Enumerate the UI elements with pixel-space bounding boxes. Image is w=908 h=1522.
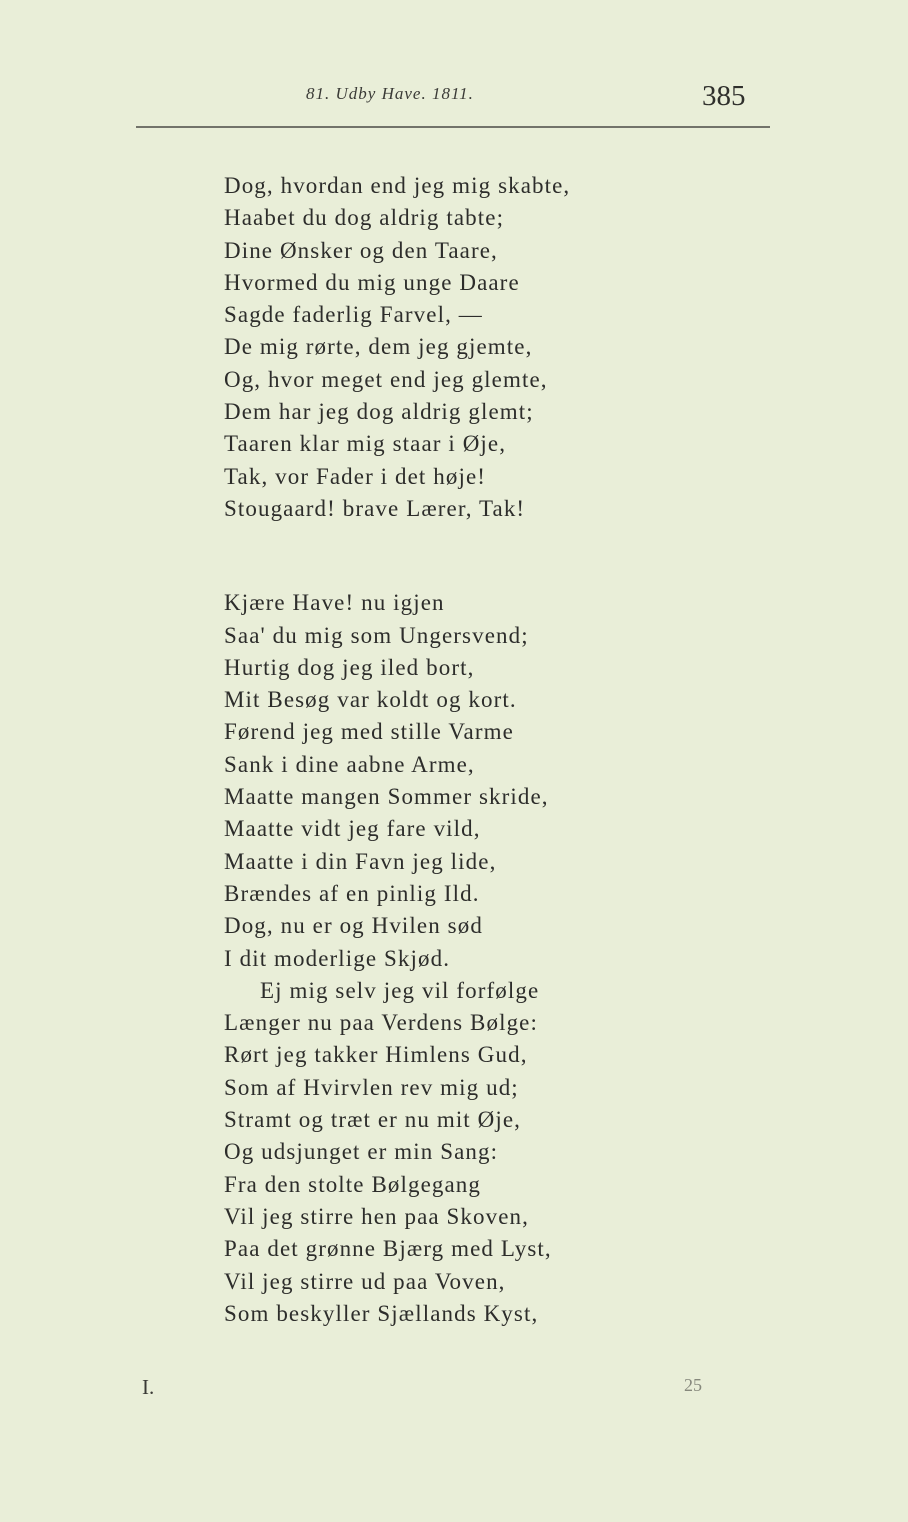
poem-line: Saa' du mig som Ungersvend;	[224, 622, 529, 648]
poem-line: Som beskyller Sjællands Kyst,	[224, 1300, 539, 1326]
poem-text	[224, 170, 744, 1330]
poem-line: Stougaard! brave Lærer, Tak!	[224, 495, 526, 521]
poem-line: Mit Besøg var koldt og kort.	[224, 687, 517, 713]
poem-line: Hurtig dog jeg iled bort,	[224, 654, 475, 680]
poem-line: Dog, nu er og Hvilen sød	[224, 913, 483, 939]
poem-line: Sank i dine aabne Arme,	[224, 751, 475, 777]
poem-line: Vil jeg stirre hen paa Skoven,	[224, 1203, 529, 1229]
sheet-signature: I.	[142, 1375, 155, 1399]
poem-line: De mig rørte, dem jeg gjemte,	[224, 334, 533, 360]
poem-line: Haabet du dog aldrig tabte;	[224, 205, 505, 231]
poem-line: Paa det grønne Bjærg med Lyst,	[224, 1236, 552, 1262]
sheet-number: 25	[684, 1375, 702, 1395]
poem-line: Maatte i din Favn jeg lide,	[224, 848, 497, 874]
poem-line: I dit moderlige Skjød.	[224, 945, 451, 971]
poem-line: Som af Hvirvlen rev mig ud;	[224, 1074, 519, 1100]
poem-line: Vil jeg stirre ud paa Voven,	[224, 1268, 506, 1294]
poem-line: Fra den stolte Bølgegang	[224, 1171, 481, 1197]
poem-line: Dog, hvordan end jeg mig skabte,	[224, 173, 571, 198]
poem-line: Maatte mangen Sommer skride,	[224, 784, 549, 810]
poem-line: Tak, vor Fader i det høje!	[224, 463, 487, 489]
poem-line: Kjære Have! nu igjen	[224, 590, 445, 616]
poem-line: Længer nu paa Verdens Bølge:	[224, 1010, 538, 1036]
poem-line: Og, hvor meget end jeg glemte,	[224, 366, 548, 392]
header-rule	[136, 126, 770, 128]
stanza-gap	[224, 525, 744, 587]
poem-line: Dine Ønsker og den Taare,	[224, 237, 498, 263]
poem-line: Dem har jeg dog aldrig glemt;	[224, 399, 534, 425]
poem-line: Stramt og træt er nu mit Øje,	[224, 1107, 522, 1133]
running-title: 81. Udby Have. 1811.	[306, 84, 474, 103]
poem-line: Og udsjunget er min Sang:	[224, 1139, 499, 1165]
poem-line: Brændes af en pinlig Ild.	[224, 880, 480, 906]
poem-line: Hvormed du mig unge Daare	[224, 269, 520, 295]
poem-line: Sagde faderlig Farvel, —	[224, 302, 483, 328]
page-number: 385	[702, 80, 746, 112]
poem-line: Førend jeg med stille Varme	[224, 719, 514, 745]
poem-line: Maatte vidt jeg fare vild,	[224, 816, 481, 842]
poem-line: Ej mig selv jeg vil forfølge	[260, 977, 540, 1003]
poem-line: Rørt jeg takker Himlens Gud,	[224, 1042, 528, 1068]
poem-line: Taaren klar mig staar i Øje,	[224, 431, 507, 457]
